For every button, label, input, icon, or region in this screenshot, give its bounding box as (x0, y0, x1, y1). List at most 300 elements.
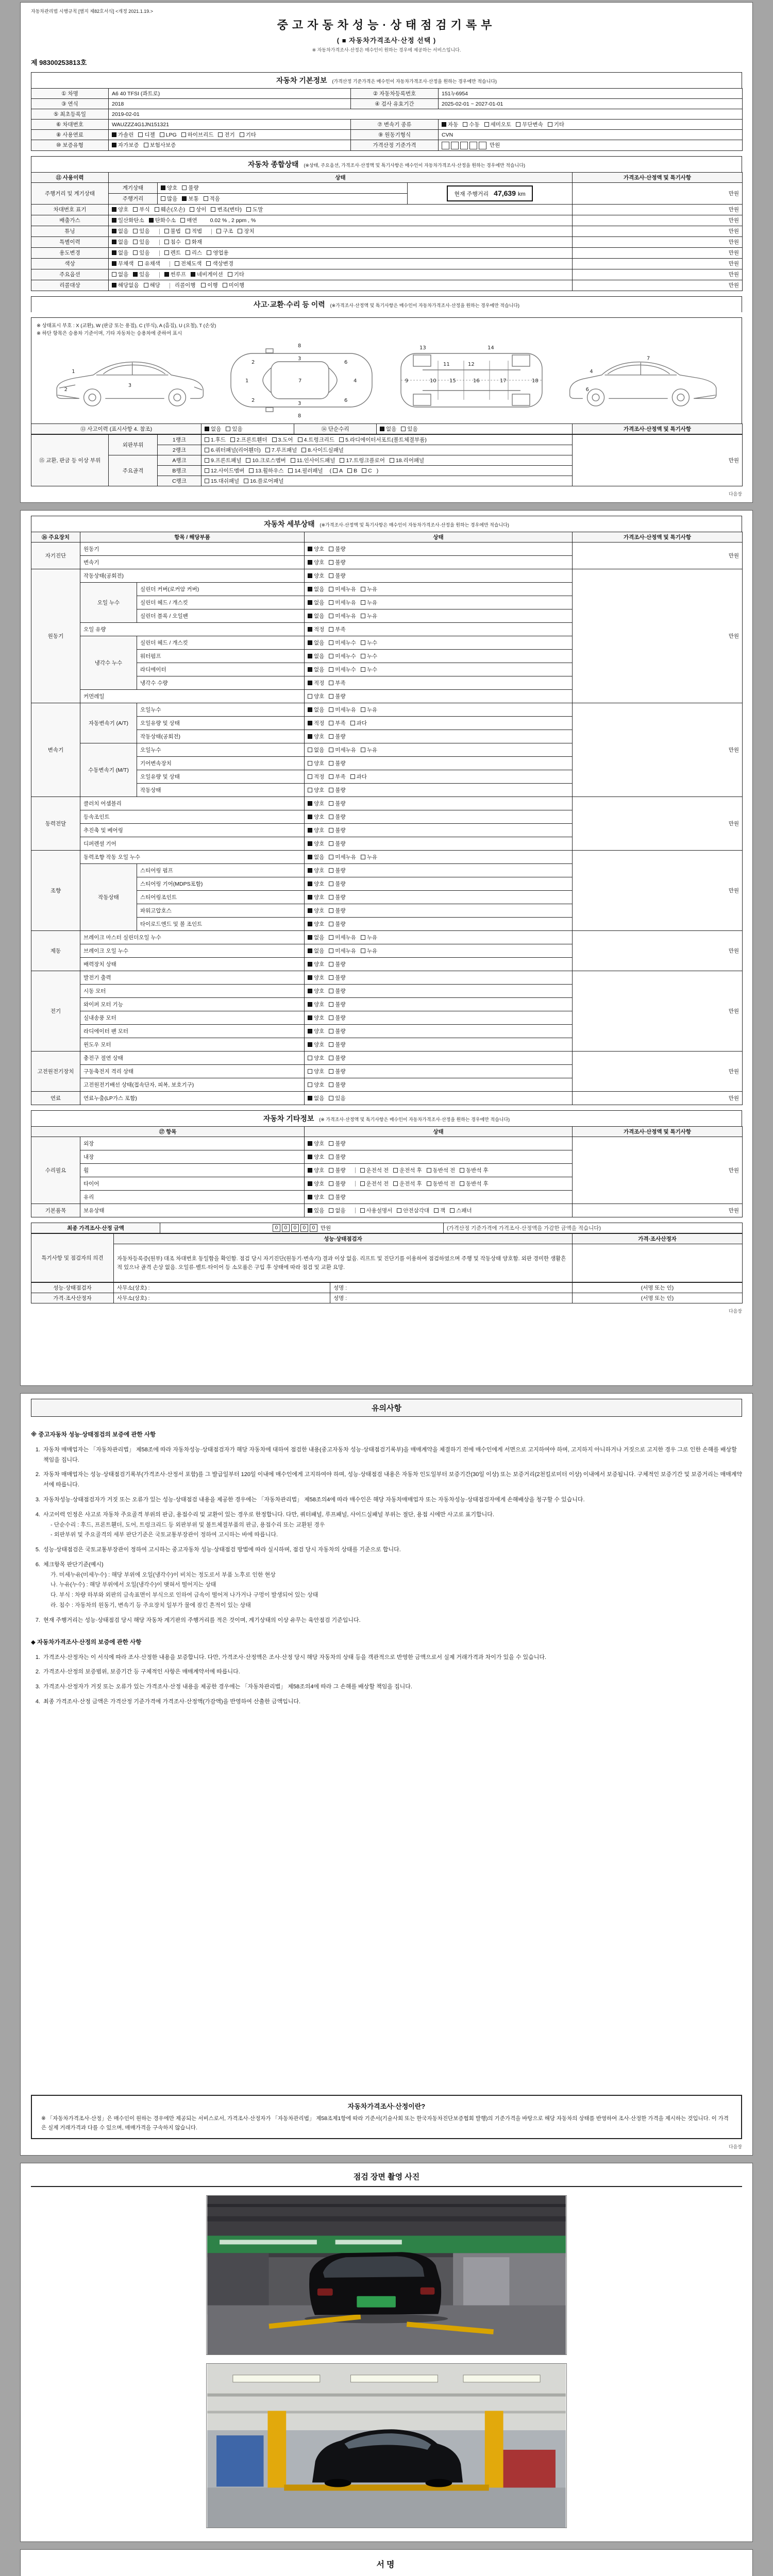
use-history-label: 배출가스 (31, 215, 109, 226)
checkbox-group (109, 130, 351, 140)
state-checks (109, 236, 573, 247)
item-label: 보유상태 (80, 1204, 305, 1217)
document-subnote: ※ 자동차가격조사·산정은 매수인이 원하는 경우에 제공하는 서비스입니다. (312, 47, 461, 53)
checkbox-icon (308, 721, 312, 725)
checkbox-icon (401, 427, 406, 431)
notice-item (31, 1445, 742, 1466)
page-4-photos (20, 2163, 753, 2542)
price-cell: 만원 (573, 434, 743, 486)
notice-number: 5. (35, 1547, 40, 1553)
option (181, 131, 214, 139)
option-label: 양호 (314, 814, 325, 820)
option-label: 누유 (366, 934, 378, 941)
overall-row (31, 236, 743, 247)
option (308, 773, 324, 781)
option (228, 270, 244, 278)
checkbox-icon (308, 681, 312, 685)
option (201, 281, 217, 289)
option-label: 양호 (314, 1167, 325, 1174)
option (361, 934, 377, 941)
option-label: 세미오토 (490, 122, 512, 128)
option (308, 1153, 324, 1161)
checkbox-icon (272, 437, 277, 442)
option-label: 있음 (139, 228, 150, 235)
option-label: 탄화수소 (155, 217, 176, 224)
digit-box: 0 (291, 1224, 299, 1232)
option-label: 양호 (314, 1041, 325, 1048)
option (308, 733, 324, 740)
basic-info-row (31, 109, 743, 120)
state-checks (305, 1163, 573, 1177)
option (329, 1180, 345, 1188)
option (112, 227, 128, 235)
checkbox-icon (144, 283, 148, 287)
checkbox-icon (329, 654, 333, 658)
notice-item (31, 1653, 742, 1663)
option (308, 1193, 324, 1201)
option (329, 1153, 345, 1161)
state-checks (305, 930, 573, 944)
detail-row (31, 703, 743, 716)
checkbox-icon (308, 614, 312, 618)
state-checks (305, 796, 573, 810)
item-label: 타이로드엔드 및 볼 조인트 (137, 917, 305, 930)
option-label: 불량 (335, 1001, 346, 1008)
option (308, 585, 324, 593)
misc-group-label: 기본품목 (31, 1204, 80, 1217)
subgroup-label: 자동변속기 (A/T) (80, 703, 137, 743)
option-label: 없음 (335, 1207, 346, 1214)
checkbox-icon (308, 573, 312, 578)
subgroup-label: 수동변속기 (M/T) (80, 743, 137, 796)
diagram-number: 2 (64, 386, 68, 393)
item-label: 변속기 (80, 555, 305, 569)
detail-row (31, 796, 743, 810)
field-label: ⑨ 원동기형식 (351, 130, 439, 140)
checkbox-icon (329, 734, 333, 739)
item-label: 커먼레일 (80, 689, 305, 703)
diagram-number: 2 (251, 359, 255, 365)
device-label: 변속기 (31, 703, 80, 796)
option (460, 1166, 489, 1174)
option-label: 유채색 (144, 261, 160, 267)
option (175, 260, 202, 267)
remarks-header-row (31, 1234, 743, 1244)
col-use-history: ⑪ 사용이력 (31, 172, 109, 182)
checkbox-icon (186, 240, 190, 244)
option-label: 미세누유 (335, 854, 356, 860)
field-label: ④ 검사 유효기간 (351, 99, 439, 109)
rank-items (201, 476, 573, 486)
option (401, 425, 417, 433)
option (301, 446, 344, 454)
notice-text: 자동차성능·상태점검자가 거짓 또는 오류가 있는 성능·상태점검 내용을 제공한 경우에는 「자동차관리법」 제58조의4에 따라 매수인은 해당 자동차매매업자 또는 자동차성능·상태점검자에게 손해배상을 청구할 수 있습니다. (43, 1496, 585, 1503)
option-label: 디젤 (144, 132, 155, 138)
option-label: 운전석 전 (366, 1167, 389, 1174)
item-label: 스티어링 기어(MDPS포함) (137, 877, 305, 890)
notice-item (31, 1682, 742, 1692)
checkbox-icon (308, 948, 312, 953)
checkbox-icon (329, 788, 333, 792)
option-label: 미이행 (228, 282, 245, 289)
option-label: 불량 (335, 840, 346, 847)
misc-row (31, 1137, 743, 1150)
option (329, 746, 356, 754)
item-label: 실내송풍 모터 (80, 1011, 305, 1024)
price-cell: 만원 (573, 182, 743, 204)
table-header-row (31, 532, 743, 542)
option (450, 1207, 472, 1214)
checkbox-icon (112, 240, 116, 244)
state-checks (305, 877, 573, 890)
option (112, 270, 128, 278)
option (223, 281, 244, 289)
option-label: 누수 (366, 653, 378, 659)
checkbox-icon (133, 207, 138, 212)
state-checks (305, 1137, 573, 1150)
col-inspector: 성능·상태점검자 (114, 1234, 573, 1244)
state-checks (305, 1024, 573, 1038)
option (112, 206, 128, 213)
checkbox-icon (207, 250, 211, 255)
notices-title: 유의사항 (31, 1399, 742, 1417)
option-label: 있음 (139, 239, 150, 246)
detail-row (31, 930, 743, 944)
state-checks (305, 984, 573, 997)
option-label: 양호 (167, 185, 178, 192)
checkbox-icon (308, 841, 312, 846)
checkbox-icon (329, 1096, 333, 1100)
checkbox-icon (112, 272, 116, 277)
option-label: 1.후드 (211, 436, 226, 443)
option-label: 양호 (314, 1194, 325, 1200)
option (218, 131, 234, 139)
option-label: 없음 (314, 613, 325, 619)
item-label: 냉각수 수량 (137, 676, 305, 689)
option-label: 불량 (335, 907, 346, 914)
option-label: 불량 (188, 185, 199, 192)
checkbox-icon (226, 427, 230, 431)
option-label: 누유 (366, 599, 378, 606)
option (308, 786, 324, 794)
device-label: 전기 (31, 971, 80, 1051)
rank-items (201, 465, 573, 476)
item-label: 오일누수 (137, 703, 305, 716)
sub-label: 주행거리 (109, 193, 158, 204)
vehicle-type-legend: ※ 하단 항목은 승용차 기준이며, 기타 자동차는 승용차에 준하여 표시 (37, 330, 182, 336)
option-label: 없음 (314, 706, 325, 713)
option-label: 양호 (314, 733, 325, 740)
final-price-value (160, 1223, 444, 1233)
option (329, 1140, 345, 1147)
state-checks (305, 917, 573, 930)
checkbox-icon (112, 143, 116, 147)
option (112, 131, 133, 139)
option-label: 불량 (335, 988, 346, 994)
rank-label: 1랭크 (158, 434, 201, 445)
option-label: 누수 (366, 666, 378, 673)
checkbox-icon (329, 627, 333, 632)
checkbox-icon (329, 560, 333, 565)
option (265, 446, 297, 454)
notice-text: 사고이력 인정은 사고로 자동차 주요골격 부위의 판금, 용접수리 및 교환이 있는 경우로 한정합니다. 다만, 쿼터패널, 루프패널, 사이드실패널 부위는 절단, 용접 시에만 사고로 표기합니다. - 단순수리 : 후드, 프론트휀더, 도어, 트렁크리드 등 외판부위 및 볼트체결부품의 판금, 용접수리 또는 교환된 경우 - 외판부위 및 주요골격의 세부 판단기준은 국토교통부장관이 정하여 고시하는 바에 따릅니다. (43, 1510, 742, 1540)
state-checks (305, 770, 573, 783)
option-label: 운전석 후 (399, 1167, 422, 1174)
detail-row (31, 1051, 743, 1064)
checkbox-icon (191, 272, 195, 277)
option-label: 불량 (335, 921, 346, 927)
option-label: 불량 (335, 1041, 346, 1048)
option (155, 206, 186, 213)
misc-group-label: 수리필요 (31, 1137, 80, 1204)
item-label: 타이어 (80, 1177, 305, 1190)
checkbox-icon (216, 229, 221, 233)
option (308, 840, 324, 848)
option-label: 해당 (149, 282, 160, 289)
checkbox-icon (362, 468, 366, 473)
option (308, 1180, 324, 1188)
option-label: 양호 (314, 1028, 325, 1035)
option (291, 456, 335, 464)
checkbox-icon (329, 882, 333, 886)
checkbox-icon (484, 122, 489, 127)
notice-subitem: 다. 부식 : 차량 하부와 외판의 금속표면이 부식으로 인하여 금속이 떨어져 나가거나 구멍이 발생되어 있는 상태 (51, 1592, 318, 1599)
unit-label: 만원 (320, 1225, 331, 1231)
option (329, 974, 345, 981)
diagram-number: 9 (405, 378, 409, 384)
checkbox-icon (240, 132, 244, 137)
state-checks (305, 542, 573, 555)
notice-text: 현재 주행거리는 성능·상태점검 당시 해당 자동차 계기판의 주행거리를 적은 것이며, 계기상태의 이상 유무는 육안점검 기준입니다. (43, 1617, 361, 1623)
final-price-label: 최종 가격조사·산정 금액 (31, 1223, 160, 1233)
option-label: 양호 (314, 787, 325, 793)
checkbox-icon (308, 1155, 312, 1159)
option-label: 양호 (314, 867, 325, 874)
item-label: 윈도우 모터 (80, 1038, 305, 1051)
option (308, 1014, 324, 1022)
option-label: 일산화탄소 (118, 217, 144, 224)
option (329, 545, 345, 553)
section-title-text: 자동차 기타정보 (263, 1114, 314, 1123)
option-label: 15.대쉬패널 (211, 478, 240, 484)
price-cell: 만원 (573, 204, 743, 215)
checkbox-icon (149, 218, 154, 223)
checkbox-icon (206, 261, 211, 266)
option-label: 전기 (224, 132, 235, 138)
device-label: 고전원전기장치 (31, 1051, 80, 1091)
state-code-legend: ※ 상태표시 부호 : X (교환), W (판금 또는 용접), C (부식), A (흠집), U (요철), T (손상) (37, 323, 216, 329)
option (160, 132, 177, 138)
checkbox-icon (393, 1168, 398, 1173)
current-mileage-box: 현재 주행거리 47,639 km (447, 185, 532, 201)
option-label: 운전석 후 (399, 1180, 422, 1187)
checkbox-icon (329, 948, 333, 953)
checkbox-icon (182, 196, 187, 201)
checkbox-icon (308, 989, 312, 993)
option (308, 800, 324, 807)
checkbox-icon (329, 1082, 333, 1087)
option-label: 렌트 (170, 250, 181, 257)
notice-item (31, 1545, 742, 1555)
diagram-number: 11 (443, 361, 450, 367)
inspection-photo-lift (206, 2363, 567, 2528)
option-label: 화재 (191, 239, 203, 246)
checkbox-icon (204, 196, 208, 201)
option-label: 불량 (335, 1140, 346, 1147)
option (329, 666, 356, 673)
price-cell: 만원 (573, 850, 743, 930)
option (329, 1001, 345, 1008)
option-label: 구조 (223, 228, 233, 235)
option-label: 안전삼각대 (403, 1207, 430, 1214)
checkbox-icon (361, 587, 365, 591)
checkbox-icon (133, 240, 138, 244)
state-checks (305, 555, 573, 569)
option-label: 불량 (335, 814, 346, 820)
notice-number: 3. (35, 1684, 40, 1690)
checkbox-icon (350, 774, 355, 779)
detail-row (31, 542, 743, 555)
checkbox-icon (361, 855, 365, 859)
subgroup-label: 작동상태 (80, 863, 137, 930)
simple-repair-checks (377, 423, 573, 434)
table-header-row (31, 1126, 743, 1137)
col-price: 가격조사·산정액 및 특기사항 (573, 423, 743, 434)
notices-section-2-title: ◆ 자동차가격조사·산정의 보증에 관한 사항 (31, 1639, 142, 1646)
option (308, 853, 324, 861)
state-checks (305, 649, 573, 663)
item-label: 실린더 헤드 / 개스킷 (137, 596, 305, 609)
option-label: 불량 (335, 546, 346, 552)
option (442, 121, 458, 128)
option-label: 양호 (314, 827, 325, 834)
digit-box: 0 (282, 1224, 290, 1232)
option-label: 없음 (314, 1095, 325, 1101)
option-label: LPG (165, 132, 177, 138)
option (246, 456, 285, 464)
state-checks (305, 689, 573, 703)
item-label: 동력조향 작동 오일 누수 (80, 850, 305, 863)
option (329, 867, 345, 874)
option (164, 249, 181, 257)
price-cell: 만원 (573, 1051, 743, 1091)
checkbox-icon (350, 721, 355, 725)
signer-office: 사무소(상호) : (114, 1293, 330, 1303)
option-label: 있음 (407, 426, 418, 432)
remarks-label: 특기사항 및 점검자의 의견 (31, 1234, 114, 1282)
option (205, 456, 241, 464)
use-history-label: 용도변경 (31, 247, 109, 258)
device-label: 원동기 (31, 569, 80, 703)
option (144, 141, 176, 149)
checkbox-icon (205, 437, 209, 442)
use-history-label: 튜닝 (31, 226, 109, 236)
checkbox-icon (329, 694, 333, 699)
option-label: 양호 (314, 546, 325, 552)
option (340, 456, 384, 464)
option (393, 1180, 422, 1188)
option-label: 기타 (233, 272, 245, 278)
checkbox-icon (301, 448, 306, 452)
rank-label: C랭크 (158, 476, 201, 486)
col-item: ⑰ 항목 (31, 1126, 305, 1137)
option (308, 639, 324, 647)
option (308, 880, 324, 888)
checkbox-icon (205, 468, 209, 473)
option-label: 양호 (314, 572, 325, 579)
state-checks (109, 280, 573, 291)
diagram-number: 6 (344, 397, 348, 403)
price-cell: 만원 (573, 971, 743, 1051)
item-label: 작동상태(공회전) (137, 730, 305, 743)
option (361, 585, 377, 593)
checkbox-icon (308, 1056, 312, 1060)
option-label: 양호 (314, 894, 325, 901)
next-page-note: 다음장 (728, 1309, 742, 1314)
state-checks (305, 971, 573, 984)
option-label: 누유 (366, 586, 378, 592)
option-label: 없음 (314, 747, 325, 753)
option (308, 1027, 324, 1035)
option-label: 7.루프패널 (271, 447, 297, 453)
option (329, 826, 345, 834)
option-label: 12.사이드멤버 (211, 467, 245, 474)
option-label: 14.필러패널 (294, 467, 323, 474)
price-cell: 만원 (573, 1091, 743, 1105)
option (329, 813, 345, 821)
notice-item (31, 1495, 742, 1505)
option (308, 826, 324, 834)
notice-number: 6. (35, 1561, 40, 1568)
option (308, 1001, 324, 1008)
option-label: 수동 (469, 122, 480, 128)
option-label: 불량 (335, 961, 346, 968)
checkbox-icon (329, 1042, 333, 1047)
checkbox-icon (329, 962, 333, 967)
checkbox-icon (393, 1181, 398, 1186)
state-checks (305, 609, 573, 622)
state-checks (305, 850, 573, 863)
page-5-signature (20, 2549, 753, 2576)
diagram-number: 6 (585, 386, 590, 393)
checkbox-icon (308, 1181, 312, 1186)
diagram-number: 4 (354, 378, 357, 384)
option-label: 양호 (314, 1154, 325, 1160)
checkbox-icon (308, 1029, 312, 1033)
option (308, 719, 324, 727)
option (360, 1180, 389, 1188)
option (308, 652, 324, 660)
sub-label: 계기상태 (109, 182, 158, 193)
option (329, 652, 356, 660)
option-label: 양호 (314, 760, 325, 767)
state-checks (305, 582, 573, 596)
diagram-number: 14 (487, 345, 494, 351)
state-checks (158, 193, 408, 204)
signer-role: 성능·상태점검자 (31, 1283, 114, 1293)
option-label: 불량 (335, 733, 346, 740)
price-appraisal-info-box (31, 2095, 742, 2139)
item-label: 휠 (80, 1163, 305, 1177)
state-checks (109, 258, 573, 269)
col-price: 가격조사·산정액 및 특기사항 (573, 172, 743, 182)
checkbox-icon (361, 614, 365, 618)
signer-seal: (서명 또는 인) (573, 1293, 743, 1303)
option-label: 불법 (170, 228, 181, 235)
notice-subitem: 가. 미세누유(미세누수) : 해당 부위에 오일(냉각수)이 비치는 정도로서 부품 노후로 인한 현상 (51, 1571, 276, 1578)
item-label: 오일누수 (137, 743, 305, 756)
option-label: 보통 (188, 196, 199, 202)
